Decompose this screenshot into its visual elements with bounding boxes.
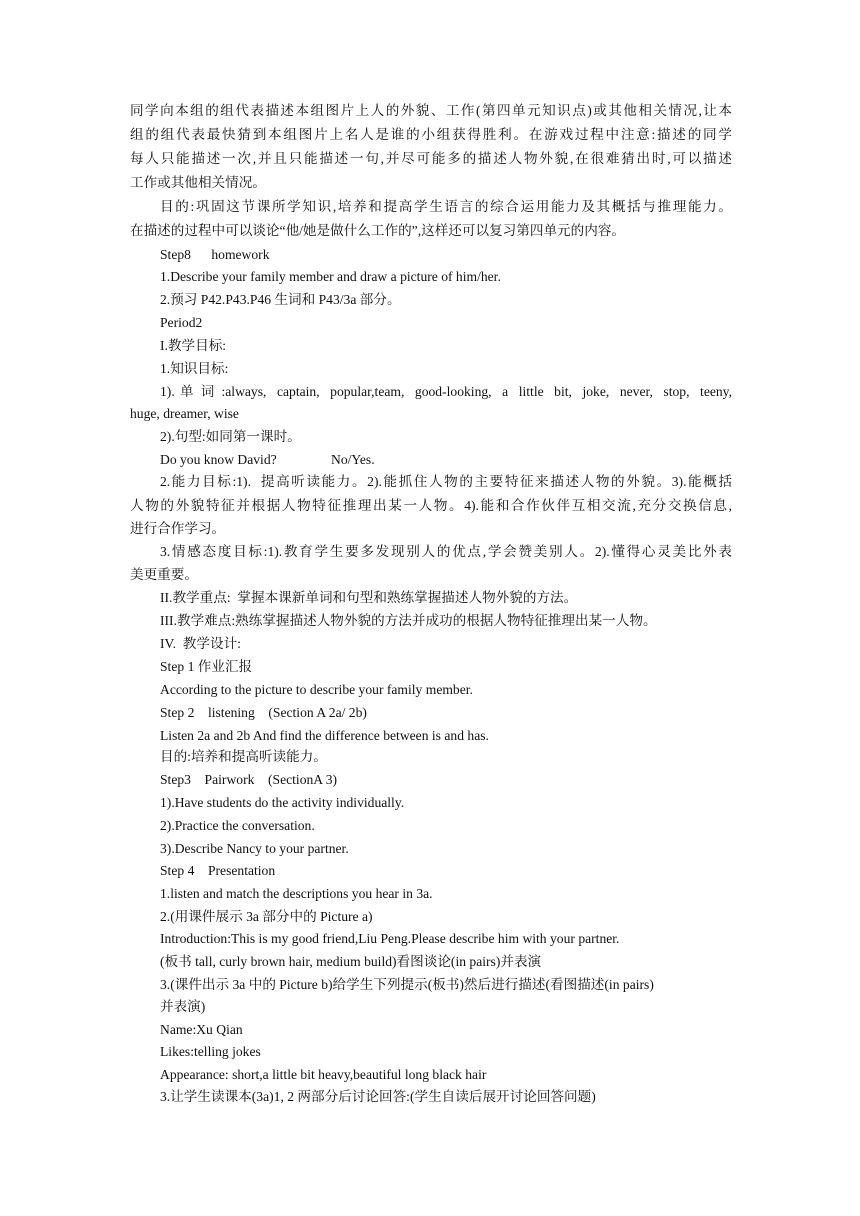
list-item: 2.(用课件展示 3a 部分中的 Picture a) [160, 909, 373, 924]
list-item: 2).句型:如同第一课时。 [160, 429, 301, 444]
paragraph-line: 2.能力目标:1). 提高听读能力。2).能抓住人物的主要特征来描述人物的外貌。3).能概括 [160, 474, 732, 489]
list-item: 1.listen and match the descriptions you hear in 3a. [160, 886, 433, 901]
paragraph-line: 美更重要。 [130, 567, 198, 582]
paragraph-line: 目的:培养和提高听读能力。 [160, 749, 327, 764]
paragraph-line: 1). 单 词 :always, captain, popular,team, good-looking, a little bit, joke, never, stop, teeny, [160, 384, 732, 399]
section-heading: IV. 教学设计: [160, 636, 241, 651]
list-item: 3.(课件出示 3a 中的 Picture b)给学生下列提示(板书)然后进行描述(看图描述(in pairs) [160, 977, 654, 992]
step-heading: Step 1 作业汇报 [160, 659, 253, 674]
paragraph-line: Listen 2a and 2b And find the difference between is and has. [160, 728, 489, 743]
prompt-line: Name:Xu Qian [160, 1022, 243, 1037]
section-heading: II.教学重点: 掌握本课新单词和句型和熟练掌握描述人物外貌的方法。 [160, 590, 578, 605]
paragraph-line: 人物的外貌特征并根据人物特征推理出某一人物。4).能和合作伙伴互相交流,充分交换信息, [130, 498, 732, 513]
prompt-line: Appearance: short,a little bit heavy,beautiful long black hair [160, 1067, 487, 1082]
paragraph-line: 工作或其他相关情况。 [130, 175, 266, 190]
list-item: 1).Have students do the activity individually. [160, 795, 405, 810]
paragraph-line: huge, dreamer, wise [130, 406, 239, 421]
step-heading: Step8 homework [160, 247, 270, 262]
list-item: 1.Describe your family member and draw a picture of him/her. [160, 269, 501, 284]
paragraph-line: 每人只能描述一次,并且只能描述一句,并尽可能多的描述人物外貌,在很难猜出时,可以描述 [130, 151, 732, 166]
paragraph-line: 并表演) [160, 999, 206, 1014]
paragraph-line: 组的组代表最快猜到本组图片上名人是谁的小组获得胜利。在游戏过程中注意:描述的同学 [130, 127, 732, 142]
paragraph-line: Introduction:This is my good friend,Liu Peng.Please describe him with your partner. [160, 931, 620, 946]
paragraph-line: 目的:巩固这节课所学知识,培养和提高学生语言的综合运用能力及其概括与推理能力。 [160, 199, 732, 214]
section-heading: Period2 [160, 315, 203, 330]
section-heading: III.教学难点:熟练掌握描述人物外貌的方法并成功的根据人物特征推理出某一人物。 [160, 613, 657, 628]
list-item: 3).Describe Nancy to your partner. [160, 841, 349, 856]
paragraph-line: 3.情感态度目标:1).教育学生要多发现别人的优点,学会赞美别人。2).懂得心灵美比外表 [160, 544, 732, 559]
list-item: 2.预习 P42.P43.P46 生词和 P43/3a 部分。 [160, 292, 401, 307]
paragraph-line: 在描述的过程中可以谈论“他/她是做什么工作的”,这样还可以复习第四单元的内容。 [130, 223, 626, 238]
step-heading: Step3 Pairwork (SectionA 3) [160, 772, 338, 787]
paragraph-line: 同学向本组的组代表描述本组图片上人的外貌、工作(第四单元知识点)或其他相关情况,让本 [130, 103, 732, 118]
list-item: 2).Practice the conversation. [160, 818, 315, 833]
list-item: 3.让学生读课本(3a)1, 2 两部分后讨论回答:(学生自读后展开讨论回答问题) [160, 1089, 596, 1104]
prompt-line: Likes:telling jokes [160, 1044, 261, 1059]
sentence-pattern: Do you know David? No/Yes. [160, 452, 375, 467]
step-heading: Step 2 listening (Section A 2a/ 2b) [160, 705, 367, 720]
step-heading: Step 4 Presentation [160, 863, 276, 878]
paragraph-line: (板书 tall, curly brown hair, medium build)看图谈论(in pairs)并表演 [160, 954, 542, 969]
paragraph-line: According to the picture to describe your family member. [160, 682, 473, 697]
section-heading: 1.知识目标: [160, 361, 229, 376]
section-heading: I.教学目标: [160, 338, 227, 353]
paragraph-line: 进行合作学习。 [130, 521, 226, 536]
